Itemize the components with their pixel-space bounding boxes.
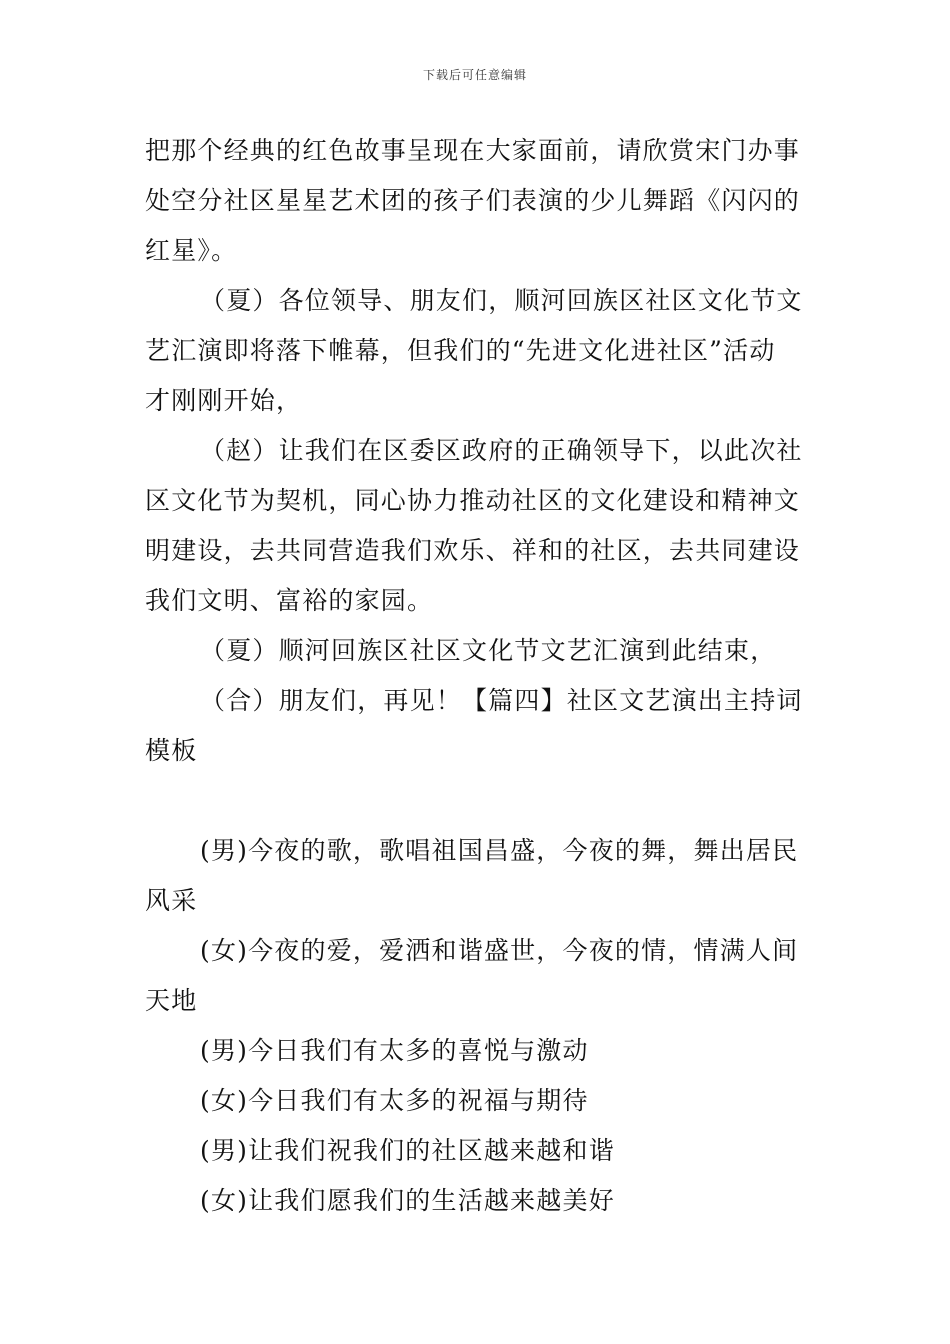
page-header: 下载后可任意编辑 — [422, 68, 527, 82]
paragraph-line: 我们文明、富裕的家园。 — [145, 586, 434, 615]
paragraph-line: 才刚刚开始， — [145, 386, 303, 415]
paragraph-line: 风采 — [145, 886, 198, 915]
paragraph-line: 处空分社区星星艺术团的孩子们表演的少儿舞蹈《闪闪的 — [145, 186, 801, 215]
paragraph-line: (女)今日我们有太多的祝福与期待 — [200, 1086, 589, 1115]
paragraph-line: (男)今夜的歌，歌唱祖国昌盛，今夜的舞，舞出居民 — [200, 836, 799, 865]
paragraph-line: 天地 — [145, 986, 198, 1015]
paragraph-line: 模板 — [145, 736, 198, 765]
paragraph-line: （合）朋友们，再见！【篇四】社区文艺演出主持词 — [200, 686, 803, 715]
paragraph-line: 艺汇演即将落下帷幕，但我们的“先进文化进社区”活动 — [145, 336, 776, 365]
paragraph-4 — [145, 626, 810, 676]
paragraph-6 — [145, 826, 810, 926]
paragraph-10 — [145, 1126, 810, 1176]
paragraph-line: (女)今夜的爱，爱洒和谐盛世，今夜的情，情满人间 — [200, 936, 799, 965]
paragraph-line: 明建设，去共同营造我们欢乐、祥和的社区，去共同建设 — [145, 536, 801, 565]
paragraph-line: （赵）让我们在区委区政府的正确领导下，以此次社 — [200, 436, 803, 465]
paragraph-line: （夏）顺河回族区社区文化节文艺汇演到此结束， — [200, 636, 777, 665]
paragraph-9 — [145, 1076, 810, 1126]
paragraph-5 — [145, 676, 810, 776]
paragraph-3 — [145, 426, 810, 626]
paragraph-2 — [145, 276, 810, 426]
blank-line — [145, 776, 810, 826]
paragraph-line: (男)让我们祝我们的社区越来越和谐 — [200, 1136, 615, 1165]
paragraph-line: 区文化节为契机，同心协力推动社区的文化建设和精神文 — [145, 486, 801, 515]
document-body — [145, 126, 810, 1226]
paragraph-1 — [145, 126, 810, 276]
paragraph-11 — [145, 1176, 810, 1226]
paragraph-8 — [145, 1026, 810, 1076]
paragraph-line: (女)让我们愿我们的生活越来越美好 — [200, 1186, 615, 1215]
paragraph-line: (男)今日我们有太多的喜悦与激动 — [200, 1036, 589, 1065]
paragraph-7 — [145, 926, 810, 1026]
paragraph-line: 把那个经典的红色故事呈现在大家面前，请欣赏宋门办事 — [145, 136, 801, 165]
paragraph-line: 红星》。 — [145, 236, 238, 265]
paragraph-line: （夏）各位领导、朋友们，顺河回族区社区文化节文 — [200, 286, 803, 315]
